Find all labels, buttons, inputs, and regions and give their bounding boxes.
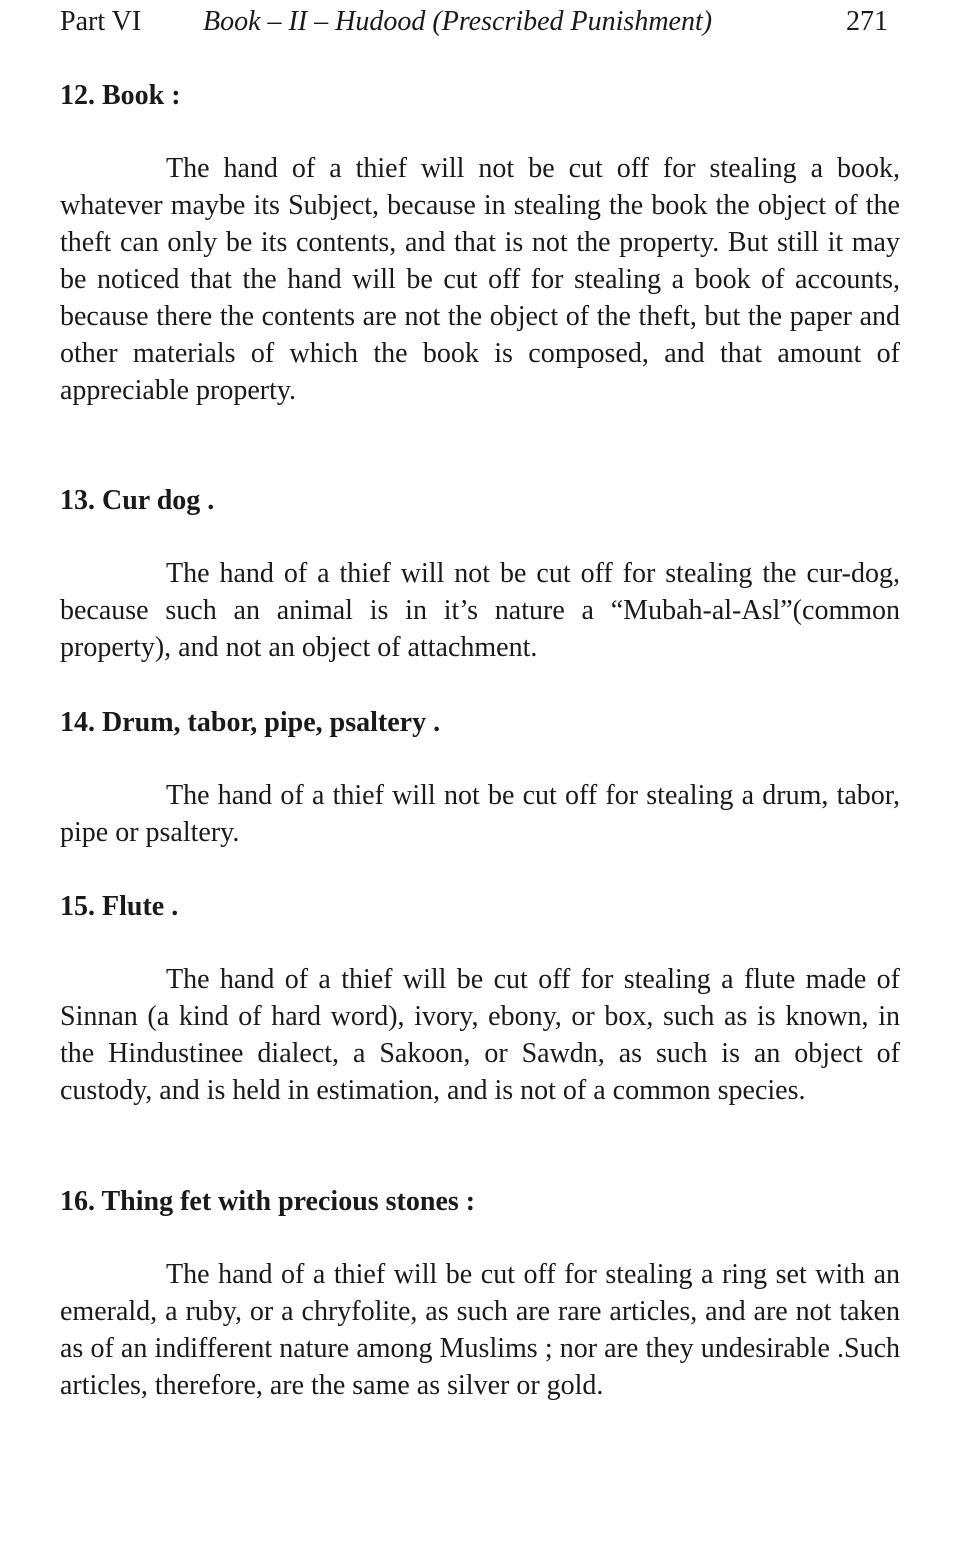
section-paragraph: The hand of a thief will not be cut off for stealing a drum, tabor, pipe or psaltery. [60,780,900,848]
section-heading: 15. Flute . [60,891,179,922]
section-paragraph: The hand of a thief will be cut off for stealing a flute made of Sinnan (a kind of hard word), ivory, ebony, or box, such as is known, in the Hindustinee dialect, a Sakoon, or Sawdn, as such is an object of custody, and is held in estimation, and is not of a common species. [60,964,900,1106]
running-header [60,0,900,44]
section-15-flute [60,889,900,1109]
section-14-drum [60,705,900,851]
section-paragraph: The hand of a thief will not be cut off for stealing the cur-dog, because such an animal is in it’s nature a “Mubah-al-Asl”(common property), and not an object of attachment. [60,558,900,663]
section-12-book [60,78,900,409]
section-heading: 12. Book : [60,80,181,111]
section-heading: 14. Drum, tabor, pipe, psaltery . [60,707,441,738]
section-heading: 13. Cur dog . [60,485,215,516]
section-heading: 16. Thing fet with precious stones : [60,1186,476,1217]
page-number: 271 [846,6,888,37]
header-part: Part VI [60,6,142,37]
document-page [60,0,900,1401]
header-book-title: Book – II – Hudood (Prescribed Punishment) [203,6,713,37]
section-paragraph: The hand of a thief will be cut off for stealing a ring set with an emerald, a ruby, or a chryfolite, as such are rare articles, and are not taken as of an indifferent nature among Muslims ; nor are they undesirable .Such articles, therefore, are the same as silver or gold. [60,1259,900,1401]
section-16-precious-stones [60,1184,900,1404]
section-paragraph: The hand of a thief will not be cut off for stealing a book, whatever maybe its Subject, because in stealing the book the object of the theft can only be its contents, and that is not the property. But still it may be noticed that the hand will be cut off for stealing a book of accounts, because there the contents are not the object of the theft, but the paper and other materials of which the book is composed, and that amount of appreciable property. [60,153,900,406]
section-13-cur-dog [60,483,900,666]
